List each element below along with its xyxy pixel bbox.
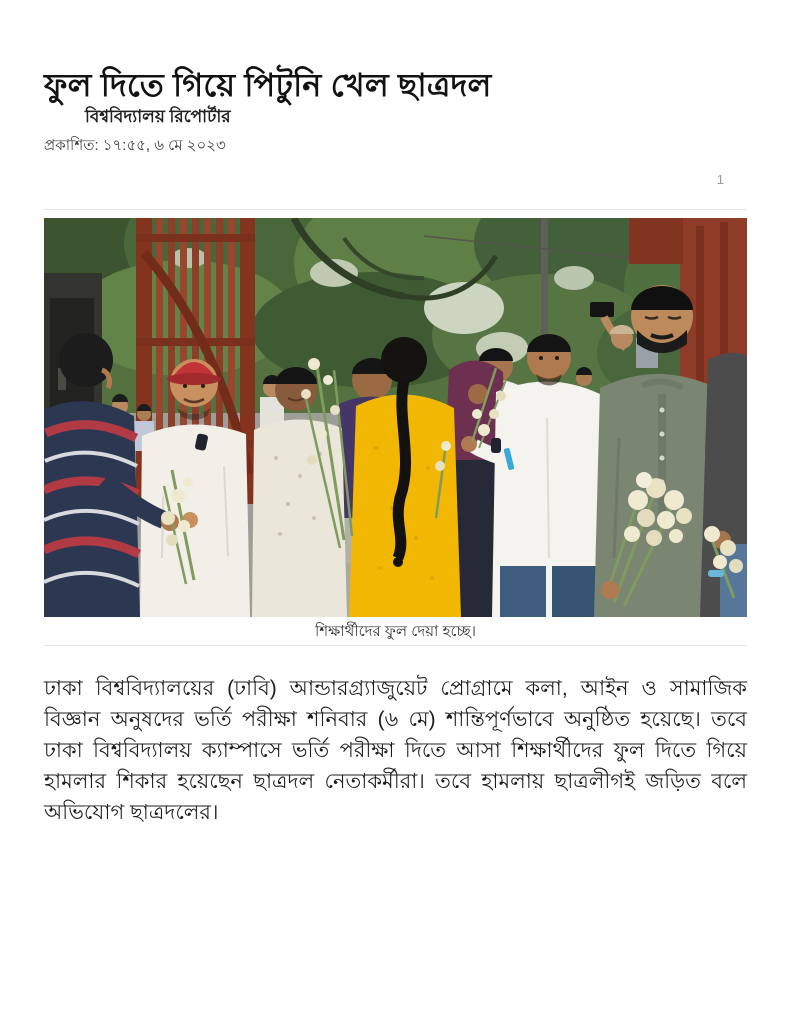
publish-date: প্রকাশিত: ১৭:৫৫, ৬ মে ২০২৩	[44, 137, 226, 154]
divider-caption	[44, 645, 747, 646]
article-photo-illustration	[44, 218, 747, 617]
article-photo	[44, 218, 747, 617]
page-indicator: 1	[716, 172, 724, 187]
divider-top	[44, 209, 747, 210]
article-title: ফুল দিতে গিয়ে পিটুনি খেল ছাত্রদল	[44, 67, 492, 104]
photo-caption: শিক্ষার্থীদের ফুল দেয়া হচ্ছে।	[314, 623, 477, 640]
article-author[interactable]: বিশ্ববিদ্যালয় রিপোর্টার	[85, 107, 231, 126]
photo-man-gray-tshirt	[700, 353, 747, 617]
article-body: ঢাকা বিশ্ববিদ্যালয়ের (ঢাবি) আন্ডারগ্র্যাজুয়েট প্রোগ্রামে কলা, আইন ও সামাজিক বিজ্ঞান অনুষদের ভর্তি পরীক্ষা শনিবার (৬ মে) শান্তিপূর্ণভাবে অনুষ্ঠিত হয়েছে। তবে ঢাকা বিশ্ববিদ্যালয় ক্যাম্পাসে ভর্তি পরীক্ষা দিতে আসা শিক্ষার্থীদের ফুল দিতে গিয়ে হামলার শিকার হয়েছেন ছাত্রদল নেতাকর্মীরা। তবে হামলায় ছাত্রলীগই জড়িত বলে অভিযোগ ছাত্রদলের।	[44, 677, 747, 824]
